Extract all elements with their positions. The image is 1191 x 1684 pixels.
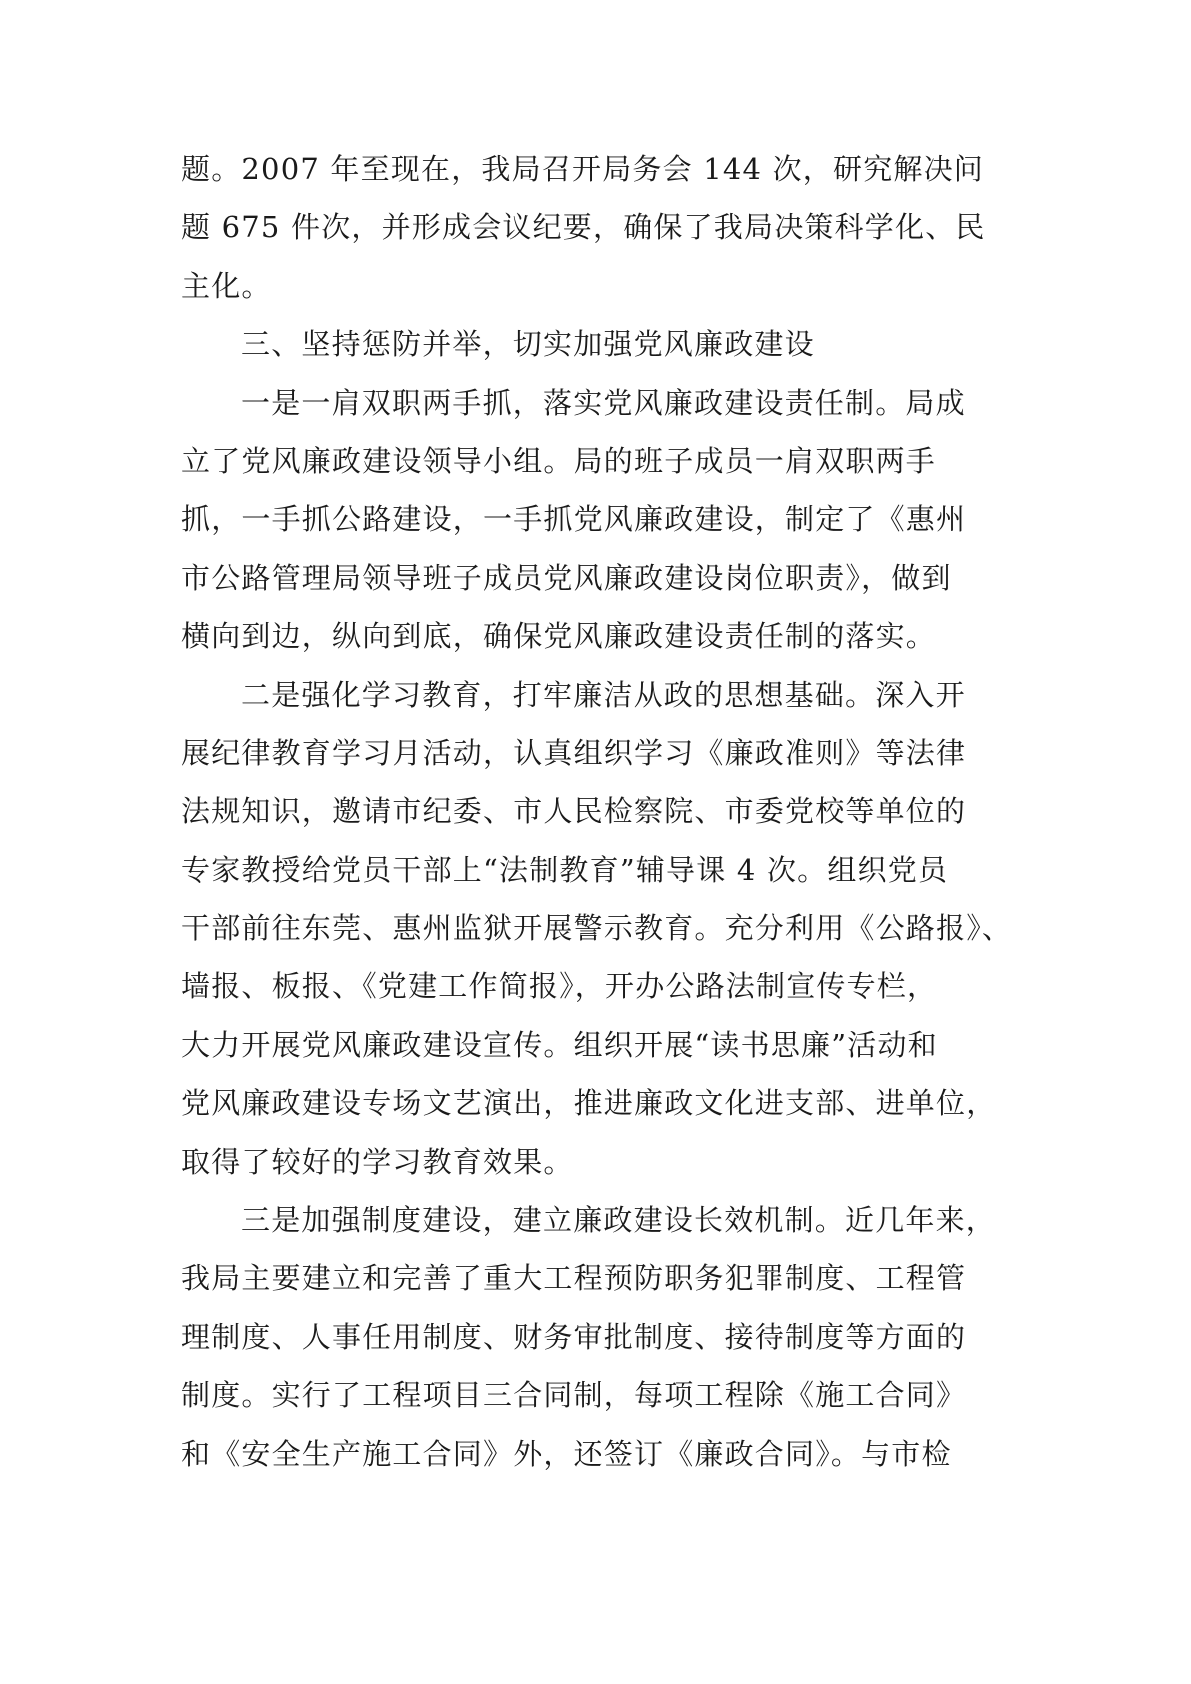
paragraph-line: 大力开展党风廉政建设宣传。组织开展“读书思廉”活动和 <box>181 1027 938 1062</box>
paragraph-line: 法规知识，邀请市纪委、市人民检察院、市委党校等单位的 <box>181 794 967 829</box>
paragraph-line: 立了党风廉政建设领导小组。局的班子成员一肩双职两手 <box>181 443 937 478</box>
paragraph-line: 二是强化学习教育，打牢廉洁从政的思想基础。深入开 <box>241 677 966 712</box>
paragraph-line: 主化。 <box>181 268 272 303</box>
paragraph-line: 理制度、人事任用制度、财务审批制度、接待制度等方面的 <box>181 1319 967 1354</box>
paragraph-line: 市公路管理局领导班子成员党风廉政建设岗位职责》，做到 <box>181 560 952 595</box>
paragraph-line: 和《安全生产施工合同》外，还签订《廉政合同》。与市检 <box>181 1436 952 1471</box>
paragraph-line: 党风廉政建设专场文艺演出，推进廉政文化进支部、进单位， <box>181 1086 997 1121</box>
paragraph-line: 三是加强制度建设，建立廉政建设长效机制。近几年来， <box>241 1203 997 1238</box>
paragraph-line: 抓，一手抓公路建设，一手抓党风廉政建设，制定了《惠州 <box>181 502 967 537</box>
paragraph-line: 专家教授给党员干部上“法制教育”辅导课 4 次。组织党员 <box>181 852 949 887</box>
paragraph-line: 制度。实行了工程项目三合同制，每项工程除《施工合同》 <box>181 1378 967 1413</box>
paragraph-line: 取得了较好的学习教育效果。 <box>181 1144 574 1179</box>
section-heading: 三、坚持惩防并举，切实加强党风廉政建设 <box>241 327 815 362</box>
paragraph-line: 干部前往东莞、惠州监狱开展警示教育。充分利用《公路报》、 <box>181 911 1013 946</box>
paragraph-line: 展纪律教育学习月活动，认真组织学习《廉政准则》等法律 <box>181 735 967 770</box>
paragraph-line: 横向到边，纵向到底，确保党风廉政建设责任制的落实。 <box>181 619 937 654</box>
paragraph-line: 我局主要建立和完善了重大工程预防职务犯罪制度、工程管 <box>181 1261 967 1296</box>
paragraph-line: 一是一肩双职两手抓，落实党风廉政建设责任制。局成 <box>241 385 966 420</box>
document-body <box>181 140 1011 1483</box>
paragraph-line: 墙报、板报、《党建工作简报》，开办公路法制宣传专栏， <box>181 969 938 1004</box>
paragraph-line: 题。2007 年至现在，我局召开局务会 144 次，研究解决问 <box>181 152 985 186</box>
paragraph-line: 题 675 件次，并形成会议纪要，确保了我局决策科学化、民 <box>181 210 986 245</box>
